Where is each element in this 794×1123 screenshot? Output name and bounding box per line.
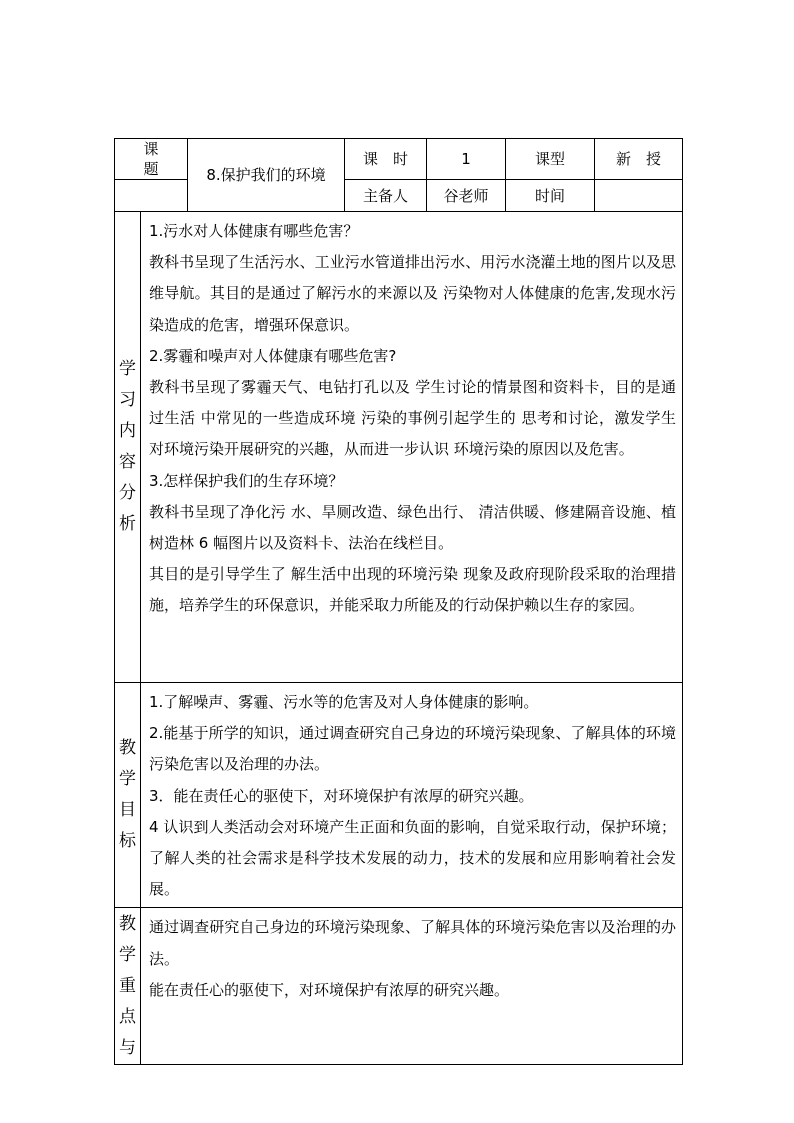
time-label: 时间 <box>506 180 595 212</box>
section-row-teaching-goals <box>115 683 683 908</box>
paragraph: 教科书呈现了生活污水、工业污水管道排出污水、用污水浇灌土地的图片以及思维导航。其目的是通过了解污水的来源以及 污染物对人体健康的危害,发现水污染造成的危害，增强环保意识。 <box>149 253 677 334</box>
section-label: 教 学 重 点 与 <box>119 913 136 1058</box>
topic-value: 8.保护我们的环境 <box>188 139 345 212</box>
preparer-label: 主备人 <box>345 180 427 212</box>
topic-label-continued <box>115 180 188 212</box>
paragraph: 能在责任心的驱使下，对环境保护有浓厚的研究兴趣。 <box>149 980 510 999</box>
topic-label: 课 题 <box>115 139 188 180</box>
paragraph: 通过调查研究自己身边的环境污染现象、了解具体的环境污染危害以及治理的办法。 <box>149 918 677 968</box>
section-content <box>141 683 683 908</box>
paragraph: 3.怎样保护我们的生存环境？ <box>149 471 344 490</box>
section-label-cell <box>115 683 141 908</box>
section-content <box>141 908 683 1065</box>
preparer-value: 谷老师 <box>427 180 506 212</box>
lesson-plan-table <box>114 138 683 1065</box>
section-label: 学 习 内 容 分 析 <box>119 359 136 534</box>
paragraph: 4 认识到人类活动会对环境产生正面和负面的影响，自觉采取行动，保护环境；了解人类的社会需求是科学技术发展的动力，技术的发展和应用影响着社会发展。 <box>149 817 677 899</box>
paragraph: 教科书呈现了雾霾天气、电钻打孔以及 学生讨论的情景图和资料卡，目的是通过生活 中常见的一些造成环境 污染的事例引起学生的 思考和讨论，激发学生 对环境污染开展研究的兴趣，从而进一步认识 环境污染的原因以及危害。 <box>149 378 677 459</box>
hours-value: 1 <box>427 139 506 180</box>
paragraph: 1.污水对人体健康有哪些危害？ <box>149 222 359 240</box>
section-content <box>141 212 683 683</box>
time-value <box>595 180 683 212</box>
paragraph: 3．能在责任心的驱使下，对环境保护有浓厚的研究兴趣。 <box>149 786 534 805</box>
header-row-1 <box>115 139 683 180</box>
paragraph: 1.了解噪声、雾霾、污水等的危害及对人身体健康的影响。 <box>149 693 539 711</box>
paragraph: 2.能基于所学的知识，通过调查研究自己身边的环境污染现象、了解具体的环境污染危害以及治理的办法。 <box>149 724 677 774</box>
paragraph: 教科书呈现了净化污 水、旱厕改造、绿色出行、 清洁供暖、修建隔音设施、植树造林 6 幅图片以及资料卡、法治在线栏目。 <box>149 502 677 553</box>
section-label-cell <box>115 908 141 1065</box>
section-label: 教 学 目 标 <box>119 738 136 852</box>
section-label-cell <box>115 212 141 683</box>
type-value: 新 授 <box>595 139 683 180</box>
type-label: 课型 <box>506 139 595 180</box>
section-row-content-analysis <box>115 212 683 683</box>
section-row-key-points <box>115 908 683 1065</box>
hours-label: 课 时 <box>345 139 427 180</box>
paragraph: 其目的是引导学生了 解生活中出现的环境污染 现象及政府现阶段采取的治理措施，培养学生的环保意识，并能采取力所能及的行动保护赖以生存的家园。 <box>149 565 677 615</box>
paragraph: 2.雾霾和噪声对人体健康有哪些危害? <box>149 346 397 365</box>
